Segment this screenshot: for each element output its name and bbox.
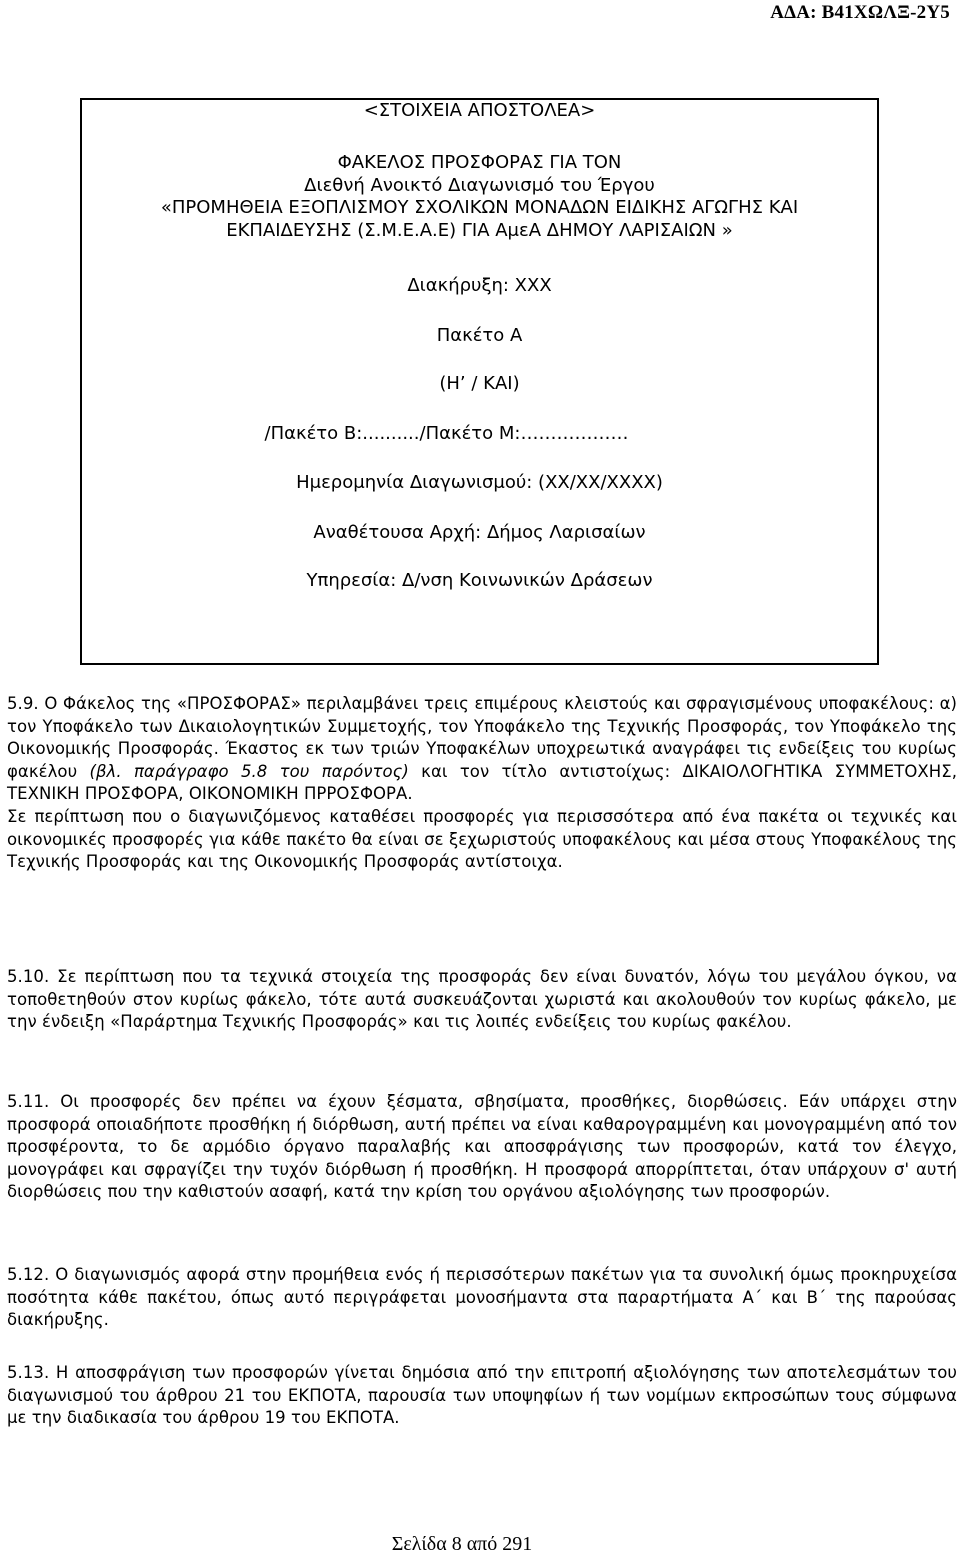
section-5-9-packages: Σε περίπτωση που ο διαγωνιζόμενος καταθέσει προσφορές για περισσσότερα από ένα πακέτα οι τεχνικές και οικονομικές προσφορές για κάθε πακέτο θα είναι σε ξεχωριστούς υποφακέλους και μέσα στους Υποφακέλους της Τεχνικής Προσφοράς και της Οικονομικής Προσφοράς αντίστοιχα.	[7, 806, 957, 872]
section-5-9	[7, 693, 957, 874]
package-b-m: /Πακέτο Β:........../Πακέτο Μ:………………	[264, 423, 629, 444]
contracting-authority: Αναθέτουσα Αρχή: Δήμος Λαρισαίων	[313, 522, 646, 543]
envelope-title	[82, 152, 877, 242]
section-5-9-intro: 5.9. Ο Φάκελος της «ΠΡΟΣΦΟΡΑΣ» περιλαμβάνει τρεις επιμέρους κλειστούς και σφραγισμένους υποφακέλους: α) τον Υποφάκελο των Δικαιολογητικών Συμμετοχής, τον Υποφάκελο της Τεχνικής Προσφοράς, τον Υποφάκελο της Οικονομικής Προσφοράς. Έκαστος εκ των τριών Υποφακέλων υποχρεωτικά αναγράφει τις ενδείξεις του κυρίως φακέλου	[7, 694, 957, 781]
service: Υπηρεσία: Δ/νση Κοινωνικών Δράσεων	[306, 570, 653, 591]
section-5-10-text: 5.10. Σε περίπτωση που τα τεχνικά στοιχεία της προσφοράς δεν είναι δυνατόν, λόγω του μεγάλου όγκου, να τοποθετηθούν στον κυρίως φάκελο, τότε αυτά συσκευάζονται χωριστά και ακολουθούν τον κυρίως φάκελο, με την ένδειξη «Παράρτημα Τεχνικής Προσφοράς» και τις λοιπές ενδείξεις του κυρίως φακέλου.	[7, 967, 957, 1032]
section-5-13	[7, 1362, 957, 1430]
envelope-title-line: ΦΑΚΕΛΟΣ ΠΡΟΣΦΟΡΑΣ ΓΙΑ ΤΟΝ	[337, 152, 622, 173]
envelope-title-line: «ΠΡΟΜΗΘΕΙΑ ΕΞΟΠΛΙΣΜΟΥ ΣΧΟΛΙΚΩΝ ΜΟΝΑΔΩΝ ΕΙΔΙΚΗΣ ΑΓΩΓΗΣ ΚΑΙ	[160, 197, 799, 218]
ada-code: ΑΔΑ: Β41ΧΩΛΞ-2Υ5	[770, 2, 950, 23]
proclamation: Διακήρυξη: ΧΧΧ	[407, 275, 552, 296]
section-5-10	[7, 966, 957, 1034]
tender-date: Ημερομηνία Διαγωνισμού: (ΧΧ/ΧΧ/ΧΧΧΧ)	[296, 472, 663, 493]
section-5-13-text: 5.13. Η αποσφράγιση των προσφορών γίνεται δημόσια από την επιτροπή αξιολόγησης των αποτελεσμάτων του διαγωνισμού του άρθρου 21 του ΕΚΠΟΤΑ, παρουσία των υποψηφίων ή των νομίμων εκπροσώπων τους σύμφωνα με την διαδικασία του άρθρου 19 του ΕΚΠΟΤΑ.	[7, 1363, 957, 1428]
page-number	[0, 1533, 924, 1556]
package-a: Πακέτο Α	[436, 325, 523, 346]
section-5-12-text: 5.12. Ο διαγωνισμός αφορά στην προμήθεια ενός ή περισσότερων πακέτων για τα συνολική όμως προκηρυχείσα ποσότητα κάθε πακέτου, όπως αυτό περιγράφεται μονοσήμαντα στα παραρτήματα Α΄ και Β΄ της παρούσας διακήρυξης.	[7, 1265, 957, 1330]
page-number-text: Σελίδα 8 από 291	[391, 1533, 533, 1555]
section-5-9-reference: (βλ. παράγραφο 5.8 του παρόντος)	[89, 761, 409, 781]
section-5-11	[7, 1091, 957, 1204]
section-5-9-rest: και τον τίτλο αντιστοίχως: ΔΙΚΑΙΟΛΟΓΗΤΙΚΑ ΣΥΜΜΕΤΟΧΗΣ, ΤΕΧΝΙΚΗ ΠΡΟΣΦΟΡΑ, ΟΙΚΟΝΟΜΙΚΗ ΠΡΡΟΣΦΟΡΑ.	[7, 761, 957, 804]
or-and: (Η’ / ΚΑΙ)	[439, 373, 520, 394]
envelope-box	[80, 98, 879, 665]
sender-placeholder: <ΣΤΟΙΧΕΙΑ ΑΠΟΣΤΟΛΕΑ>	[363, 100, 596, 121]
envelope-title-line: Διεθνή Ανοικτό Διαγωνισμό του Έργου	[304, 174, 655, 196]
section-5-11-text: 5.11. Οι προσφορές δεν πρέπει να έχουν ξέσματα, σβησίματα, προσθήκες, διορθώσεις. Εάν υπάρχει στην προσφορά οποιαδήποτε προσθήκη ή διόρθωση, αυτή πρέπει να είναι καθαρογραμμένη και μονογραμμένη από τον προσφέροντα, το δε αρμόδιο όργανο παραλαβής και αποσφράγισης των προσφορών, κατά τον έλεγχο, μονογράφει και σφραγίζει την τυχόν διόρθωση ή προσθήκη. Η προσφορά απορρίπτεται, όταν υπάρχουν σ' αυτή διορθώσεις που την καθιστούν ασαφή, κατά την κρίση του οργάνου αξιολόγησης των προσφορών.	[7, 1092, 957, 1202]
section-5-12	[7, 1264, 957, 1332]
envelope-title-line: ΕΚΠΑΙΔΕΥΣΗΣ (Σ.Μ.Ε.Α.Ε) ΓΙΑ ΑμεΑ ΔΗΜΟΥ ΛΑΡΙΣΑΙΩΝ »	[226, 219, 733, 241]
